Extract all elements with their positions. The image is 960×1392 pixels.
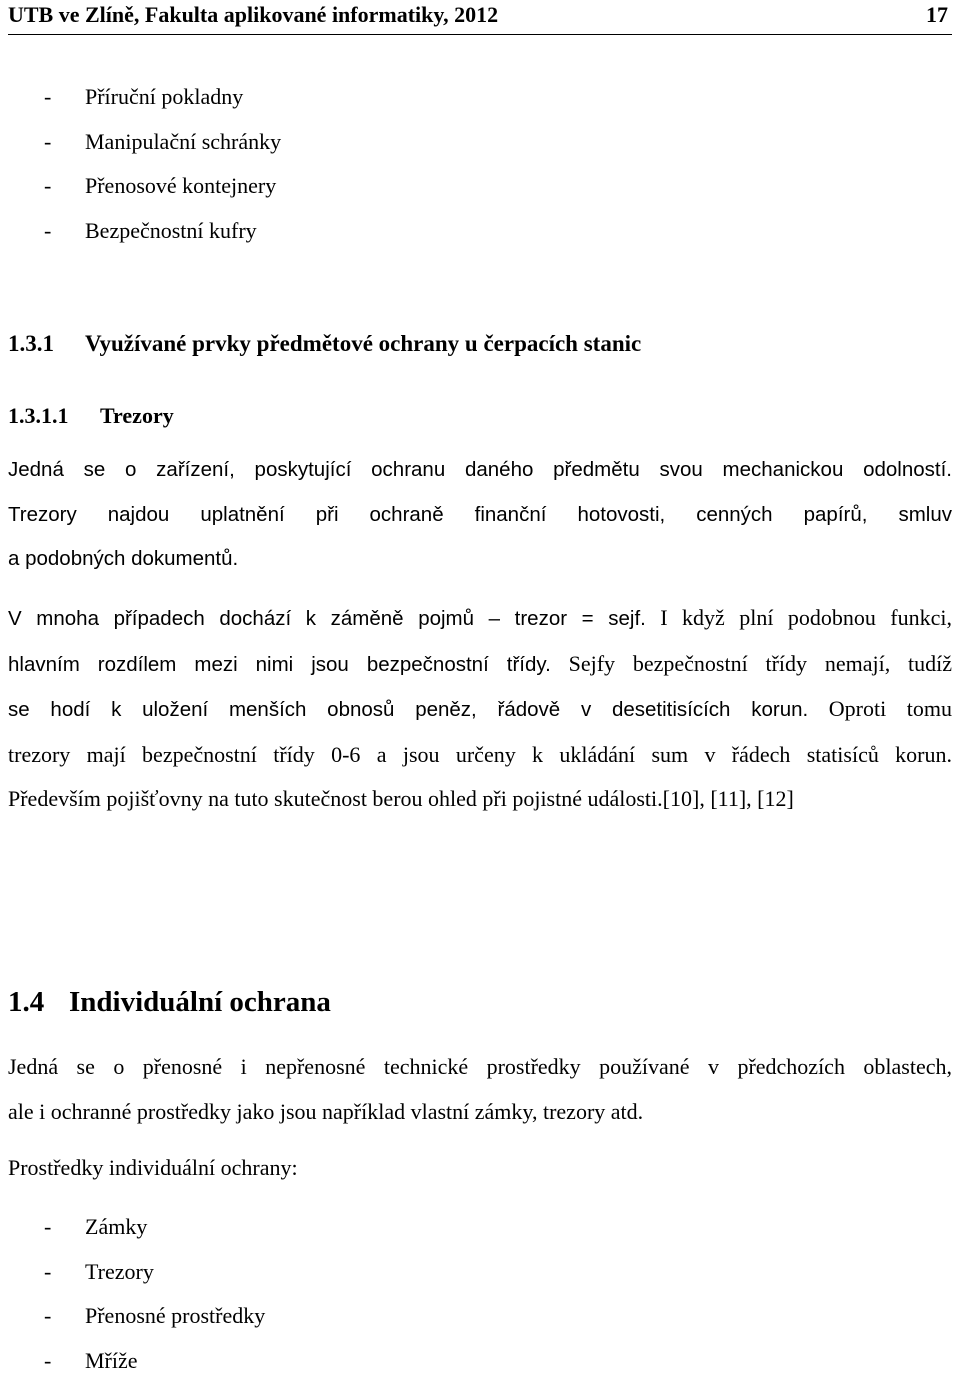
- paragraph-individualni: [8, 1045, 952, 1134]
- section-number: 1.3.1: [8, 331, 54, 356]
- paragraph-line: [8, 642, 952, 688]
- list-item-text: Příruční pokladny: [85, 84, 244, 109]
- paragraph-line: trezory mají bezpečnostní třídy 0-6 a jsou určeny k ukládání sum v řádech statisíců korun.: [8, 741, 952, 767]
- paragraph-trezory: [8, 448, 952, 582]
- section-title: Trezory: [100, 403, 174, 428]
- paragraph-line: [8, 596, 952, 642]
- paragraph-line: [8, 687, 952, 733]
- text-run: Sejfy bezpečnostní třídy nemají, tudíž: [568, 650, 952, 676]
- header-title: UTB ve Zlíně, Fakulta aplikované informatiky, 2012: [8, 2, 499, 27]
- list-item-text: Mříže: [85, 1347, 138, 1373]
- section-title: Individuální ochrana: [69, 986, 331, 1018]
- paragraph-line: ale i ochranné prostředky jako jsou například vlastní zámky, trezory atd.: [8, 1098, 644, 1124]
- page-number: 17: [926, 2, 948, 27]
- text-run: hlavním rozdílem mezi nimi jsou bezpečnostní třídy.: [8, 652, 551, 676]
- paragraph-line: Především pojišťovny na tuto skutečnost berou ohled při pojistné události.[10], [11], [12]: [8, 786, 794, 812]
- section-number: 1.4: [8, 986, 45, 1018]
- list-dash: -: [44, 1214, 52, 1239]
- paragraph-line: Jedná se o zařízení, poskytující ochranu daného předmětu svou mechanickou odolností.: [8, 458, 952, 481]
- paragraph-line: Trezory najdou uplatnění při ochraně finanční hotovosti, cenných papírů, smluv: [8, 502, 952, 526]
- paragraph-line: Jedná se o přenosné i nepřenosné technické prostředky používané v předchozích oblastech,: [8, 1054, 952, 1079]
- paragraph-prostredky-label: [8, 1146, 952, 1191]
- section-number: 1.3.1.1: [8, 403, 69, 428]
- list-item-text: Přenosové kontejnery: [85, 173, 277, 198]
- list-item-text: Zámky: [85, 1214, 148, 1239]
- text-run: V mnoha případech dochází k záměně pojmů – trezor = sejf.: [8, 607, 646, 630]
- paragraph-line: Prostředky individuální ochrany:: [8, 1155, 298, 1180]
- section-title: Využívané prvky předmětové ochrany u čerpacích stanic: [85, 331, 642, 356]
- list-dash: -: [44, 217, 52, 243]
- paragraph-line: a podobných dokumentů.: [8, 547, 239, 571]
- list-item-text: Přenosné prostředky: [85, 1303, 266, 1328]
- text-run: Oproti tomu: [828, 696, 953, 722]
- page-header: [8, 0, 952, 35]
- text-run: I když plní podobnou funkci,: [660, 605, 952, 630]
- list-item-text: Bezpečnostní kufry: [85, 217, 257, 243]
- list-item-text: Manipulační schránky: [85, 128, 282, 154]
- list-dash: -: [44, 1347, 52, 1373]
- list-dash: -: [44, 173, 52, 198]
- list-dash: -: [44, 84, 52, 109]
- list-dash: -: [44, 128, 52, 154]
- list-dash: -: [44, 1258, 52, 1284]
- list-dash: -: [44, 1303, 52, 1328]
- paragraph-trezor-sejf: [8, 596, 952, 822]
- text-run: se hodí k uložení menších obnosů peněz, řádově v desetitisících korun.: [8, 698, 809, 722]
- list-item-text: Trezory: [85, 1258, 154, 1284]
